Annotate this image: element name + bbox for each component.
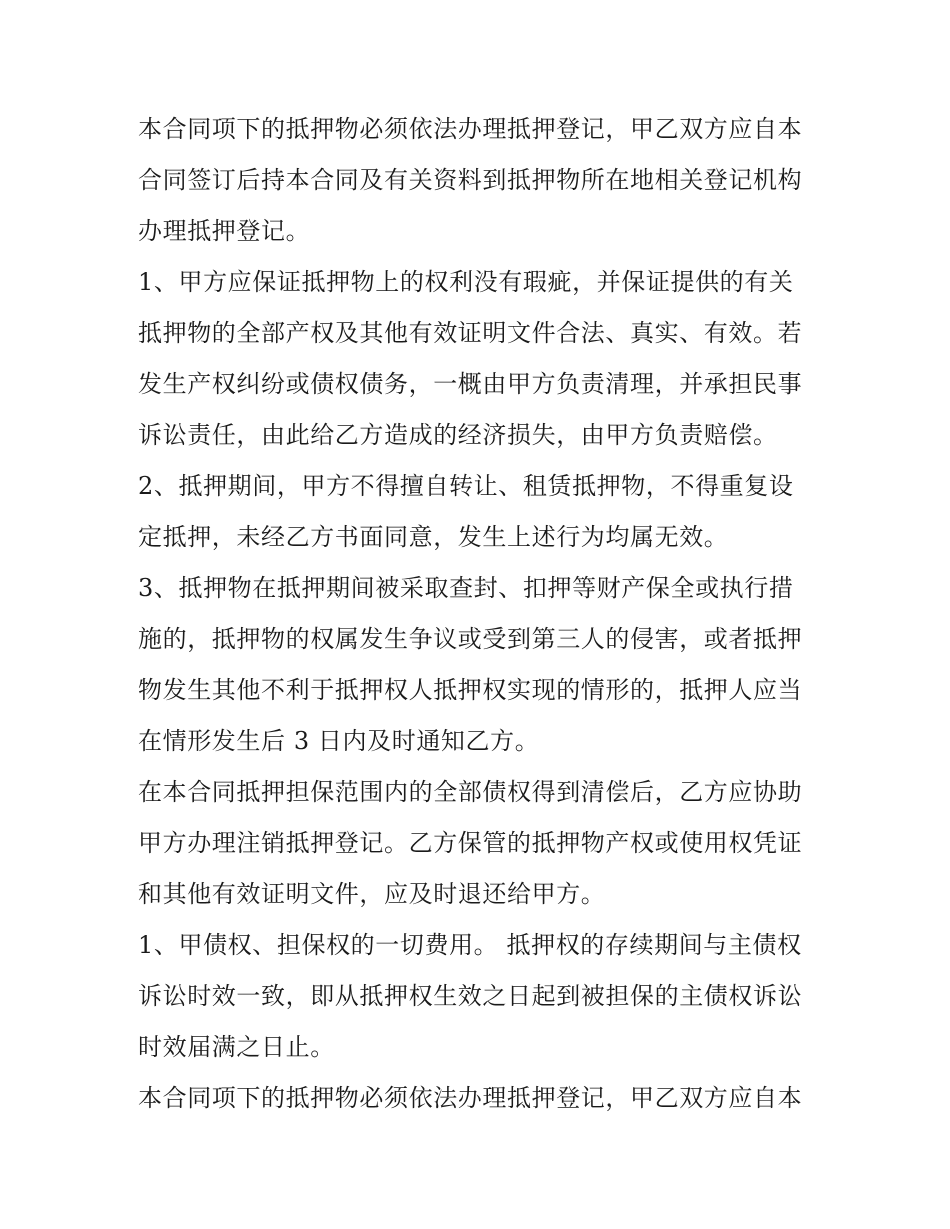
- text-line: 办理抵押登记。: [138, 217, 311, 245]
- text-line: 在本合同抵押担保范围内的全部债权得到清偿后，乙方应协助: [138, 778, 803, 806]
- text-line: 发生产权纠纷或债权债务，一概由甲方负责清理，并承担民事: [138, 370, 803, 398]
- text-line: 物发生其他不利于抵押权人抵押权实现的情形的，抵押人应当: [138, 676, 803, 704]
- text-line: 在情形发生后 3 日内及时通知乙方。: [138, 727, 540, 755]
- text-line: 诉讼责任，由此给乙方造成的经济损失，由甲方负责赔偿。: [138, 421, 778, 449]
- text-line: 1、甲债权、担保权的一切费用。 抵押权的存续期间与主债权: [138, 931, 802, 959]
- text-line: 抵押物的全部产权及其他有效证明文件合法、真实、有效。若: [138, 319, 803, 347]
- text-line: 本合同项下的抵押物必须依法办理抵押登记，甲乙双方应自本: [138, 115, 803, 143]
- text-line: 诉讼时效一致，即从抵押权生效之日起到被担保的主债权诉讼: [138, 982, 803, 1010]
- text-line: 3、抵押物在抵押期间被采取查封、扣押等财产保全或执行措: [138, 574, 794, 602]
- document-body: [138, 104, 818, 1124]
- text-line: 定抵押，未经乙方书面同意，发生上述行为均属无效。: [138, 523, 729, 551]
- text-line: 施的，抵押物的权属发生争议或受到第三人的侵害，或者抵押: [138, 625, 803, 653]
- text-line: 2、抵押期间，甲方不得擅自转让、租赁抵押物，不得重复设: [138, 472, 794, 500]
- text-line: 合同签订后持本合同及有关资料到抵押物所在地相关登记机构: [138, 166, 803, 194]
- text-line: 和其他有效证明文件，应及时退还给甲方。: [138, 880, 606, 908]
- text-line: 1、甲方应保证抵押物上的权利没有瑕疵，并保证提供的有关: [138, 268, 794, 296]
- text-line: 甲方办理注销抵押登记。乙方保管的抵押物产权或使用权凭证: [138, 829, 803, 857]
- text-line: 本合同项下的抵押物必须依法办理抵押登记，甲乙双方应自本: [138, 1084, 803, 1112]
- text-line: 时效届满之日止。: [138, 1033, 335, 1061]
